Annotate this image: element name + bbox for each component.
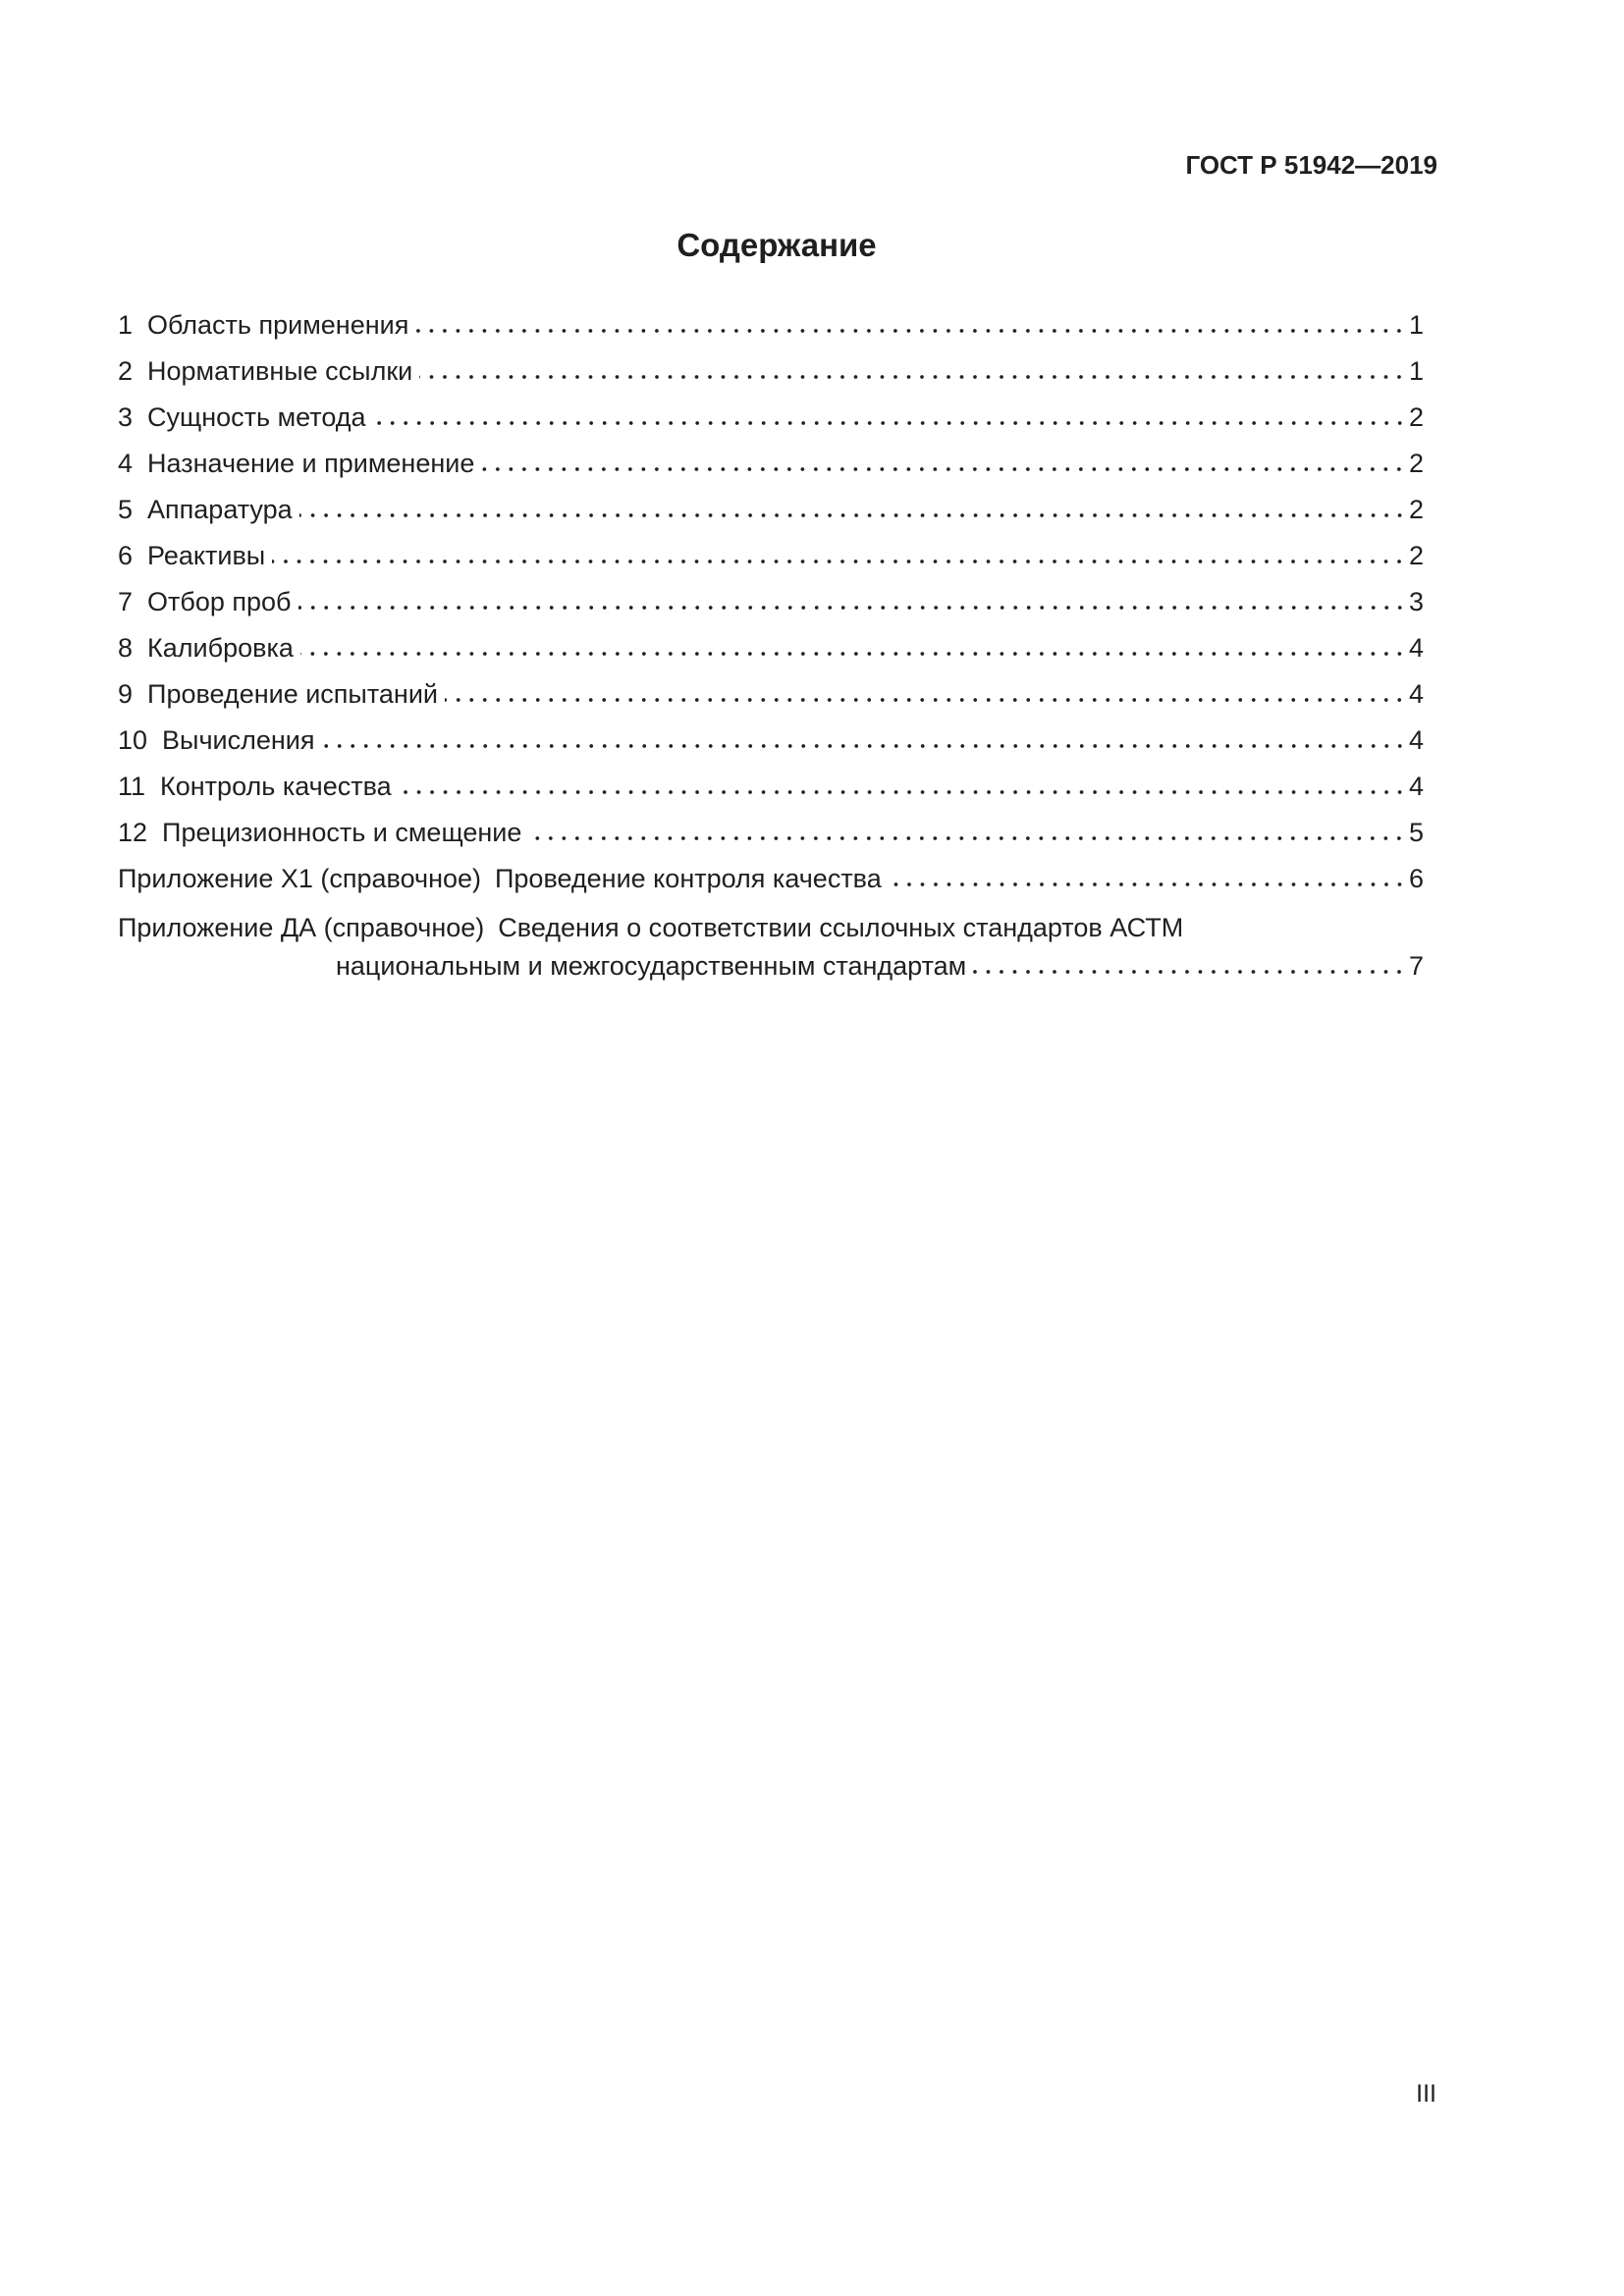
- toc-appendix-prefix: Приложение X1 (справочное): [118, 864, 481, 893]
- toc-entry: [118, 533, 1424, 579]
- toc-entry-title: Назначение и применение: [147, 449, 475, 478]
- toc-page-number: 6: [1408, 864, 1424, 893]
- page-title: Содержание: [677, 227, 877, 263]
- toc-appendix-entry: [118, 856, 1424, 902]
- toc-dot-leader: [373, 420, 1406, 426]
- toc-dot-leader: [322, 743, 1406, 749]
- toc-entry: [118, 348, 1424, 395]
- toc-page-number: 4: [1408, 725, 1424, 755]
- toc-page-number: 2: [1408, 449, 1424, 478]
- toc-entry: [118, 671, 1424, 718]
- toc-entry-title: Нормативные ссылки: [147, 356, 413, 386]
- toc-entry: [118, 625, 1424, 671]
- toc-page-number: 5: [1408, 818, 1424, 847]
- toc-dot-leader: [973, 969, 1406, 975]
- toc-page-number: 2: [1408, 402, 1424, 432]
- toc-entry-title: Прецизионность и смещение: [162, 818, 522, 847]
- toc-entry: [118, 718, 1424, 764]
- toc-appendix-title: Проведение контроля качества: [495, 864, 882, 893]
- table-of-contents: [118, 302, 1424, 986]
- toc-dot-leader: [399, 789, 1406, 795]
- document-code: ГОСТ Р 51942—2019: [1185, 150, 1437, 180]
- toc-page-number: 2: [1408, 495, 1424, 524]
- toc-entry: [118, 764, 1424, 810]
- toc-dot-leader: [528, 835, 1406, 841]
- toc-entry: [118, 810, 1424, 856]
- toc-entry: [118, 302, 1424, 348]
- toc-entry-number: 11: [118, 772, 146, 801]
- toc-entry-number: 10: [118, 725, 148, 755]
- toc-dot-leader: [445, 697, 1406, 703]
- toc-entry-number: 12: [118, 818, 148, 847]
- toc-entry-number: 1: [118, 310, 134, 340]
- toc-dot-leader: [415, 328, 1406, 334]
- toc-entry-number: 9: [118, 679, 134, 709]
- toc-appendix-prefix: Приложение ДА (справочное): [118, 913, 485, 942]
- toc-page-number: 4: [1408, 633, 1424, 663]
- toc-page-number: 4: [1408, 679, 1424, 709]
- toc-entry-number: 7: [118, 587, 134, 616]
- toc-entry-title: Вычисления: [162, 725, 315, 755]
- toc-appendix-entry: [118, 902, 1424, 986]
- toc-appendix-second-line: [118, 947, 1424, 986]
- toc-entry-title: Контроль качества: [160, 772, 392, 801]
- toc-page-number: 7: [1408, 951, 1424, 981]
- toc-entry-number: 3: [118, 402, 134, 432]
- toc-page-number: 4: [1408, 772, 1424, 801]
- toc-entry-title: Аппаратура: [147, 495, 293, 524]
- toc-entry-title: Сущность метода: [147, 402, 366, 432]
- toc-entry-number: 5: [118, 495, 134, 524]
- toc-dot-leader: [889, 881, 1406, 887]
- toc-appendix-title-line-2: национальным и межгосударственным стандартам: [336, 951, 967, 981]
- toc-page-number: 2: [1408, 541, 1424, 570]
- toc-entry-title: Калибровка: [147, 633, 294, 663]
- toc-appendix-first-line: [118, 909, 1424, 947]
- toc-dot-leader: [298, 605, 1406, 611]
- page-number: III: [1416, 2080, 1436, 2108]
- toc-entry-title: Отбор проб: [147, 587, 292, 616]
- toc-dot-leader: [272, 559, 1406, 564]
- toc-appendix-title-line-1: Сведения о соответствии ссылочных стандартов АСТМ: [498, 913, 1184, 942]
- toc-entry-title: Реактивы: [147, 541, 266, 570]
- toc-entry-number: 4: [118, 449, 134, 478]
- toc-page-number: 3: [1408, 587, 1424, 616]
- toc-entry-title: Область применения: [147, 310, 409, 340]
- toc-dot-leader: [299, 512, 1406, 518]
- toc-page-number: 1: [1408, 356, 1424, 386]
- toc-entry-number: 2: [118, 356, 134, 386]
- toc-entry: [118, 487, 1424, 533]
- toc-entry-title: Проведение испытаний: [147, 679, 438, 709]
- toc-entry-number: 8: [118, 633, 134, 663]
- toc-dot-leader: [481, 466, 1406, 472]
- toc-entry: [118, 579, 1424, 625]
- toc-page-number: 1: [1408, 310, 1424, 340]
- toc-entry: [118, 441, 1424, 487]
- toc-dot-leader: [419, 374, 1406, 380]
- toc-entry: [118, 395, 1424, 441]
- toc-dot-leader: [300, 651, 1406, 657]
- toc-entry-number: 6: [118, 541, 134, 570]
